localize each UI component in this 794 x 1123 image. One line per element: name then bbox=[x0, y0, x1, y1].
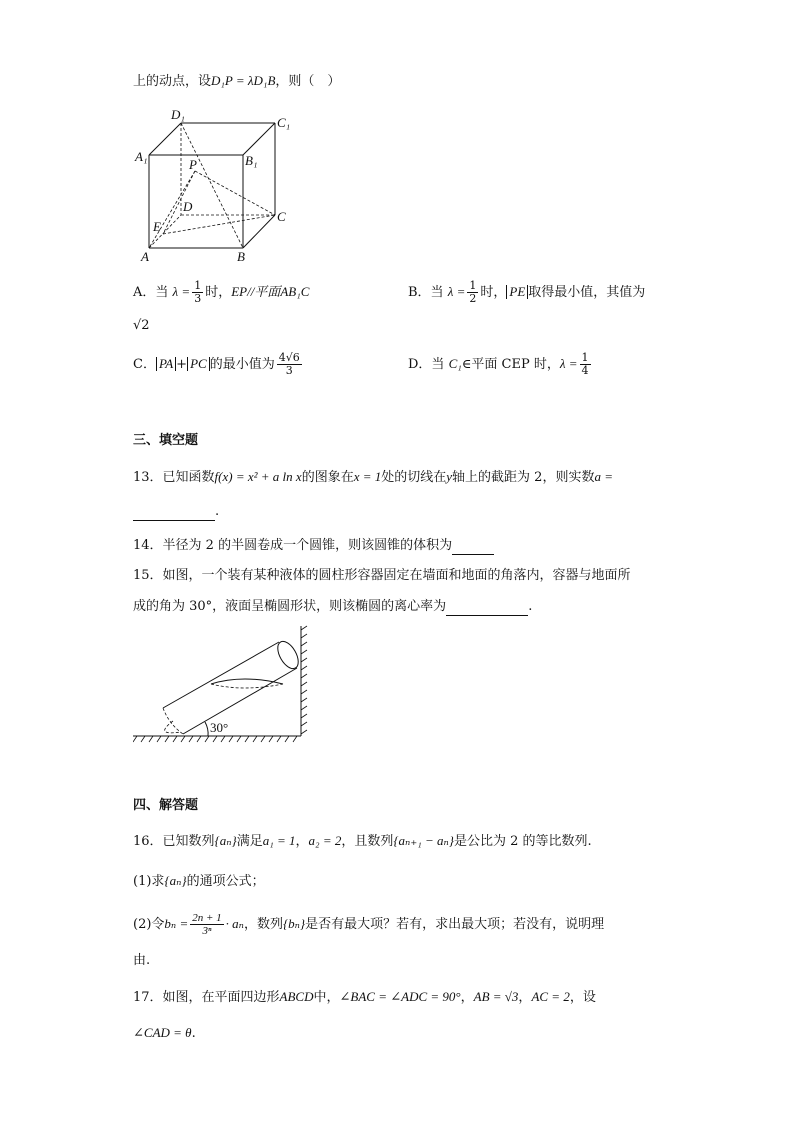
q13 bbox=[133, 468, 613, 487]
q16-p2-den: 3ⁿ bbox=[202, 925, 212, 937]
q16-p2-dot: · aₙ bbox=[225, 916, 244, 931]
opt-a-num: 1 bbox=[194, 279, 202, 292]
label-D1: D₁ bbox=[171, 107, 185, 122]
liquid-hidden bbox=[211, 684, 283, 688]
q15-end: . bbox=[528, 599, 533, 614]
q16-part2-cont: 由. bbox=[133, 953, 151, 968]
opt-b-lambda: λ = bbox=[447, 284, 466, 299]
label-B: B bbox=[237, 249, 245, 263]
edge-b1c1 bbox=[243, 123, 275, 155]
ground-hatch bbox=[133, 736, 297, 742]
q15-blank[interactable] bbox=[446, 600, 528, 616]
opt-a-text2: EP//平面 bbox=[231, 284, 281, 299]
q16-p2-fraction bbox=[190, 912, 223, 937]
opt-c-label: C． bbox=[133, 357, 156, 372]
q12-stem-formula: D₁P = λD₁B bbox=[211, 73, 276, 88]
label-A: A bbox=[141, 249, 149, 263]
opt-b-text2: 取得最小值，其值为 bbox=[528, 285, 646, 300]
q16-a1: a₁ = 1 bbox=[262, 833, 296, 848]
opt-b-label: B．当 bbox=[408, 285, 444, 300]
opt-a-lambda: λ = bbox=[172, 284, 191, 299]
section-3-title: 三、填空题 bbox=[133, 433, 199, 448]
opt-a-text3: AB₁C bbox=[280, 284, 310, 299]
hidden-pc bbox=[195, 171, 275, 215]
q16-an: {aₙ} bbox=[214, 833, 237, 848]
label-C: C bbox=[277, 209, 286, 224]
opt-c-text: 的最小值为 bbox=[209, 357, 275, 372]
q17-end: . bbox=[191, 1026, 196, 1041]
q16-stem bbox=[133, 832, 592, 851]
q16-a2: a₂ = 2 bbox=[308, 833, 342, 848]
cube-figure bbox=[133, 103, 313, 263]
q16-diff: {aₙ₊₁ − aₙ} bbox=[393, 833, 454, 848]
q17-text2: 中， bbox=[313, 990, 340, 1005]
q16-part2 bbox=[133, 912, 604, 937]
label-D: D bbox=[183, 199, 193, 214]
q16-p2-num: 2n + 1 bbox=[192, 912, 222, 924]
opt-b-abs: PE bbox=[506, 285, 528, 299]
q12-option-d bbox=[408, 352, 593, 377]
opt-b-cont: √2 bbox=[133, 318, 150, 333]
q13-text4: 轴上的截距为 2，则实数 bbox=[452, 470, 595, 485]
cylinder-bottom-edge bbox=[183, 668, 297, 734]
q13-end: . bbox=[215, 504, 220, 519]
opt-d-fraction bbox=[580, 352, 591, 377]
q12-option-b-cont bbox=[133, 317, 150, 335]
opt-c-fraction bbox=[277, 352, 302, 377]
label-A1: A₁ bbox=[135, 149, 148, 164]
q17-text1: 17．如图，在平面四边形 bbox=[133, 990, 280, 1005]
q17-angles: ∠BAC = ∠ADC = 90° bbox=[339, 989, 461, 1004]
q14-text: 14．半径为 2 的半圆卷成一个圆锥，则该圆锥的体积为 bbox=[133, 538, 453, 553]
opt-d-label: D．当 bbox=[408, 357, 445, 372]
opt-d-lambda: λ = bbox=[559, 356, 578, 371]
q14 bbox=[133, 537, 494, 555]
q17-sep2: ， bbox=[518, 990, 532, 1005]
opt-a-text1: 时， bbox=[205, 285, 232, 300]
opt-c-plus: + bbox=[176, 357, 188, 372]
opt-b-num: 1 bbox=[469, 279, 477, 292]
q17-line2 bbox=[133, 1024, 196, 1043]
q13-text2: 的图象在 bbox=[301, 470, 354, 485]
q16-p2-bn2: {bₙ} bbox=[282, 916, 306, 931]
q16-p2-text2: 是否有最大项？若有，求出最大项；若没有，说明理 bbox=[305, 917, 605, 932]
opt-d-num: 1 bbox=[581, 351, 589, 364]
cylinder-bottom-hidden bbox=[165, 721, 181, 733]
opt-c-num: 4√6 bbox=[278, 351, 300, 364]
liquid-surface bbox=[211, 679, 283, 684]
q12-option-a bbox=[133, 280, 309, 305]
q17-ab: AB = √3 bbox=[473, 989, 519, 1004]
opt-c-abs2: PC bbox=[187, 357, 210, 371]
q16-p1-an: {aₙ} bbox=[164, 873, 187, 888]
opt-b-fraction bbox=[467, 280, 478, 305]
q16-text2: 满足 bbox=[236, 834, 263, 849]
q15-line1: 15．如图，一个装有某种液体的圆柱形容器固定在墙面和地面的角落内，容器与地面所 bbox=[133, 568, 631, 583]
q13-blank[interactable] bbox=[133, 505, 215, 521]
q17-sep1: ， bbox=[460, 990, 474, 1005]
q16-p1-suffix: 的通项公式； bbox=[186, 874, 265, 889]
q12-stem bbox=[133, 72, 340, 91]
label-C1: C₁ bbox=[277, 115, 291, 130]
opt-c-abs1: PA bbox=[156, 357, 176, 371]
q13-a: a = bbox=[594, 469, 613, 484]
edge-a1d1 bbox=[149, 123, 181, 155]
label-P: P bbox=[189, 157, 197, 172]
q12-option-b bbox=[408, 280, 645, 305]
hidden-ec bbox=[163, 215, 275, 234]
angle-label: 30° bbox=[210, 720, 229, 735]
q17-ac: AC = 2 bbox=[531, 989, 570, 1004]
opt-a-fraction bbox=[192, 280, 203, 305]
opt-b-text1: 时， bbox=[480, 285, 507, 300]
opt-b-den: 2 bbox=[469, 292, 477, 305]
q13-text3: 处的切线在 bbox=[381, 470, 447, 485]
q16-p2-text1: ，数列 bbox=[243, 917, 283, 932]
q16-text4: 是公比为 2 的等比数列. bbox=[453, 834, 592, 849]
q15-text: 成的角为 30°，液面呈椭圆形状，则该椭圆的离心率为 bbox=[133, 599, 447, 614]
wall-hatch bbox=[301, 626, 307, 734]
cylinder-top-edge bbox=[163, 642, 279, 708]
q17-cad: ∠CAD = θ bbox=[133, 1025, 192, 1040]
opt-a-label: A．当 bbox=[133, 285, 169, 300]
q14-blank[interactable] bbox=[452, 539, 494, 555]
q16-p2-bn: bₙ = bbox=[164, 916, 189, 931]
q17-abcd: ABCD bbox=[279, 989, 314, 1004]
q13-text1: 13．已知函数 bbox=[133, 470, 215, 485]
q12-option-c bbox=[133, 352, 304, 377]
cylinder-figure bbox=[133, 624, 313, 744]
q16-p1-prefix: (1)求 bbox=[133, 874, 165, 889]
q16-sep: ， bbox=[295, 834, 309, 849]
angle-arc bbox=[205, 722, 208, 736]
opt-d-c1: C₁ bbox=[448, 356, 462, 371]
q12-stem-prefix: 上的动点，设 bbox=[133, 74, 212, 89]
opt-d-text: ∈平面 CEP 时， bbox=[461, 357, 560, 372]
label-E: E bbox=[153, 219, 161, 234]
q13-formula: f(x) = x² + a ln x bbox=[214, 469, 302, 484]
q13-answer-line bbox=[133, 503, 219, 521]
q16-text1: 16．已知数列 bbox=[133, 834, 215, 849]
q13-cond: x = 1 bbox=[353, 469, 382, 484]
q16-p2-prefix: (2)令 bbox=[133, 917, 165, 932]
q17-text3: ，设 bbox=[569, 990, 596, 1005]
q16-part1 bbox=[133, 872, 265, 891]
section-4-title: 四、解答题 bbox=[133, 798, 199, 813]
q12-stem-suffix: ，则（ ） bbox=[275, 74, 341, 89]
opt-c-den: 3 bbox=[285, 364, 293, 377]
q16-text3: ，且数列 bbox=[341, 834, 394, 849]
q15-line2 bbox=[133, 598, 532, 616]
opt-d-den: 4 bbox=[581, 364, 589, 377]
q17-line1 bbox=[133, 988, 596, 1007]
label-B1: B₁ bbox=[245, 153, 258, 168]
opt-a-den: 3 bbox=[194, 292, 202, 305]
q13-y: y bbox=[446, 469, 453, 484]
